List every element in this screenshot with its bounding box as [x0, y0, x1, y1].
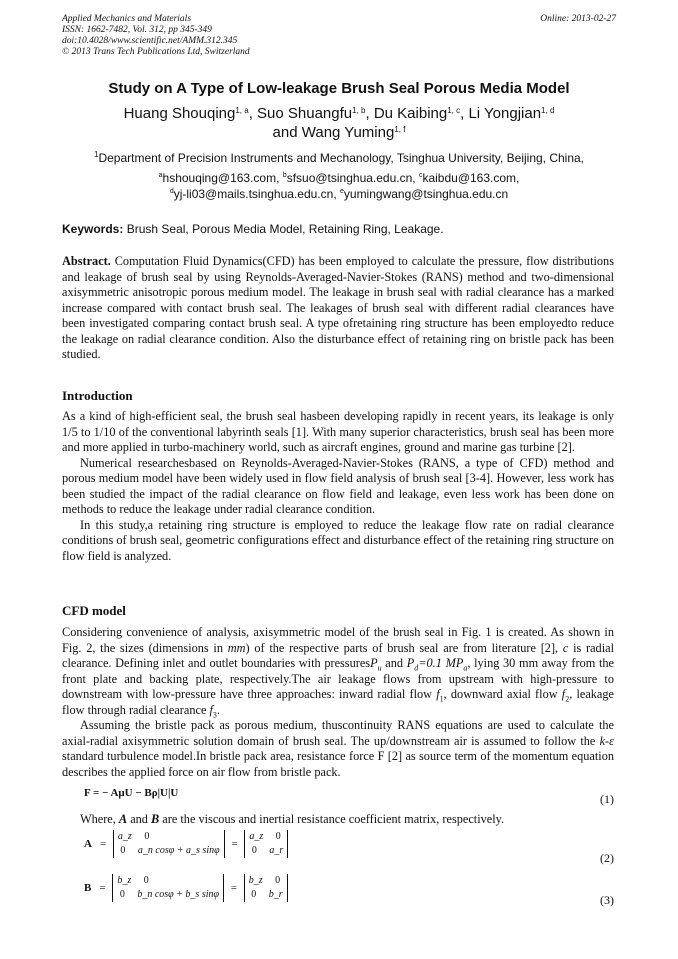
where-line: Where, A and B are the viscous and inertial resistance coefficient matrix, respectively.	[80, 812, 505, 826]
keywords	[62, 222, 622, 236]
paragraph: Considering convenience of analysis, axisymmetric model of the brush seal in Fig. 1 is created. As shown in Fig. 2, the sizes (dimensions in mm) of the respective parts of brush seal are from literature [2], c is radial clearance. Defining inlet and outlet boundaries with pressuresP$_u$ and $P_d=0.1$ $MP_a$, lying 30 mm away from the front plate and backing plate, respectively.The air leakage flows from upstream with high-pressure to downstream with low-pressure have three approaches: inward radial flow $f_1$, downward axial flow $f_2$, leakage flow through radial clearance $f_3$.	[62, 625, 615, 719]
author-sup: 1, f	[394, 125, 406, 134]
author-sup: 1, b	[352, 106, 366, 115]
issn-line: ISSN: 1662-7482, Vol. 312, pp 345-349	[62, 25, 212, 35]
copyright-line: © 2013 Trans Tech Publications Ltd, Switzerland	[62, 47, 250, 57]
email-list: $^a$hshouqing@163.com, $^b$sfsuo@tsinghua.edu.cn, $^c$kaibdu@163.com, $^d$yj-li03@mails.tsinghua.edu.cn, $^e$yumingwang@tsinghua.edu.cn	[158, 171, 520, 201]
author-name: Huang Shouqing	[123, 105, 236, 122]
affiliation-sup: 1	[93, 150, 99, 159]
paragraph: In this study,a retaining ring structure is employed to reduce the leakage flow rate on radial clearance conditions of brush seal, geometric configurations effect and disturbance effect of the retaining ring structure on flow field is analyzed.	[62, 517, 614, 563]
equation-number: (1)	[600, 792, 614, 806]
author-name: Li Yongjian	[468, 105, 542, 122]
author-list: Huang Shouqing$^{1, a}$, Suo Shuangfu$^{1, b}$, Du Kaibing$^{1, c}$, Li Yongjian$^{1, d}$ and Wang Yuming$^{1, f}$	[123, 105, 555, 141]
affiliation	[40, 150, 638, 166]
email-address[interactable]: hshouqing@163.com	[162, 171, 277, 185]
equation-1: F = − AμU − Bρ|U|U	[84, 787, 179, 799]
abstract	[62, 254, 614, 363]
paragraph: Assuming the bristle pack as porous medium, thuscontinuity RANS equations are used to calculate the axial-radial axisymmetric solution domain of brush seal. The up/downstream air is assumed to follow the k-ε standard turbulence model.In bristle pack area, resistance force F [2] as source term of the momentum equation describes the applied force on air flow from bristle pack.	[62, 718, 614, 779]
keywords-text: Brush Seal, Porous Media Model, Retaining Ring, Leakage.	[126, 222, 444, 236]
author-name: Suo Shuangfu	[257, 105, 353, 122]
email-address[interactable]: kaibdu@163.com	[422, 171, 517, 185]
matrix-label: B	[84, 882, 92, 894]
author-name: Wang Yuming	[301, 124, 395, 141]
doi-line: doi:10.4028/www.scientific.net/AMM.312.345	[62, 36, 238, 46]
author-name: Du Kaibing	[373, 105, 448, 122]
email-sup: b	[282, 172, 287, 179]
paper-title: Study on A Type of Low-leakage Brush Seal Porous Media Model	[108, 80, 570, 97]
email-sup: a	[158, 172, 163, 179]
matrix: a_z 0 0 a_n cosφ + a_s sinφ	[113, 830, 225, 858]
section-heading-introduction: Introduction	[62, 388, 133, 403]
matrix: b_z 0 0 b_n cosφ + b_s sinφ	[112, 874, 224, 902]
and-word: and	[272, 124, 298, 141]
equation-2: A = a_z 0 0 a_n cosφ + a_s sinφ = a_z 0 0 a_r	[84, 830, 288, 858]
email-address[interactable]: sfsuo@tsinghua.edu.cn	[286, 171, 413, 185]
paragraph: As a kind of high-efficient seal, the brush seal hasbeen developing rapidly in recent years, its leakage is only 1/5 to 1/10 of the conventional labyrinth seals [1]. With many superior characteristics, brush seal has been more and more applied in turbo-machinery world, such as aircraft engines, ground and marine gas turbine [2].	[62, 409, 614, 454]
equation-number: (2)	[600, 851, 614, 865]
email-sup: e	[339, 188, 344, 195]
journal-header	[62, 14, 250, 58]
matrix-label: A	[84, 838, 92, 850]
section-heading-cfd-model: CFD model	[62, 603, 126, 618]
affiliation-text: Department of Precision Instruments and Mechanology, Tsinghua University, Beijing, China,	[98, 151, 585, 165]
email-address[interactable]: yumingwang@tsinghua.edu.cn	[343, 187, 509, 201]
equation-number: (3)	[600, 893, 614, 907]
email-address[interactable]: yj-li03@mails.tsinghua.edu.cn	[173, 187, 334, 201]
paragraph: Numerical researchesbased on Reynolds-Averaged-Navier-Stokes (RANS, a type of CFD) method and porous medium model have been widely used in flow field analysis of brush seal [3-4]. However, less work has been studied the impact of the radial clearance on flow field and leakage, even less work has been done on methods to reduce the leakage under radial clearance condition.	[62, 455, 614, 516]
author-sup: 1, a	[235, 106, 249, 115]
equation-3: B = b_z 0 0 b_n cosφ + b_s sinφ = b_z 0 0 b_r	[84, 874, 288, 902]
matrix: a_z 0 0 a_r	[244, 830, 288, 858]
journal-name: Applied Mechanics and Materials	[62, 14, 192, 24]
abstract-label: Abstract.	[62, 254, 111, 268]
matrix: b_z 0 0 b_r	[244, 874, 288, 902]
keywords-label: Keywords:	[62, 222, 124, 236]
author-sup: 1, c	[447, 106, 461, 115]
online-date: Online: 2013-02-27	[540, 14, 616, 24]
introduction-body	[62, 409, 614, 564]
abstract-text: Computation Fluid Dynamics(CFD) has been employed to calculate the pressure, flow distributions and leakage of brush seal by using Reynolds-Averaged-Navier-Stokes (RANS) method and two-dimensional axisymmetric anisotropic porous medium model. The leakage in brush seal with radial clearance has a marked increase compared with contact brush seal. The leakages of brush seal with different radial clearances have been investigated comparing contact brush seal. A type ofretaining ring structure has been employedto reduce the leakage on radial clearance condition. Also the disturbance effect of retaining ring on bristle pack has been studied.	[62, 254, 614, 361]
cfd-body	[62, 625, 614, 780]
email-sup: c	[418, 172, 423, 179]
email-sup: d	[169, 188, 174, 195]
author-sup: 1, d	[541, 106, 555, 115]
